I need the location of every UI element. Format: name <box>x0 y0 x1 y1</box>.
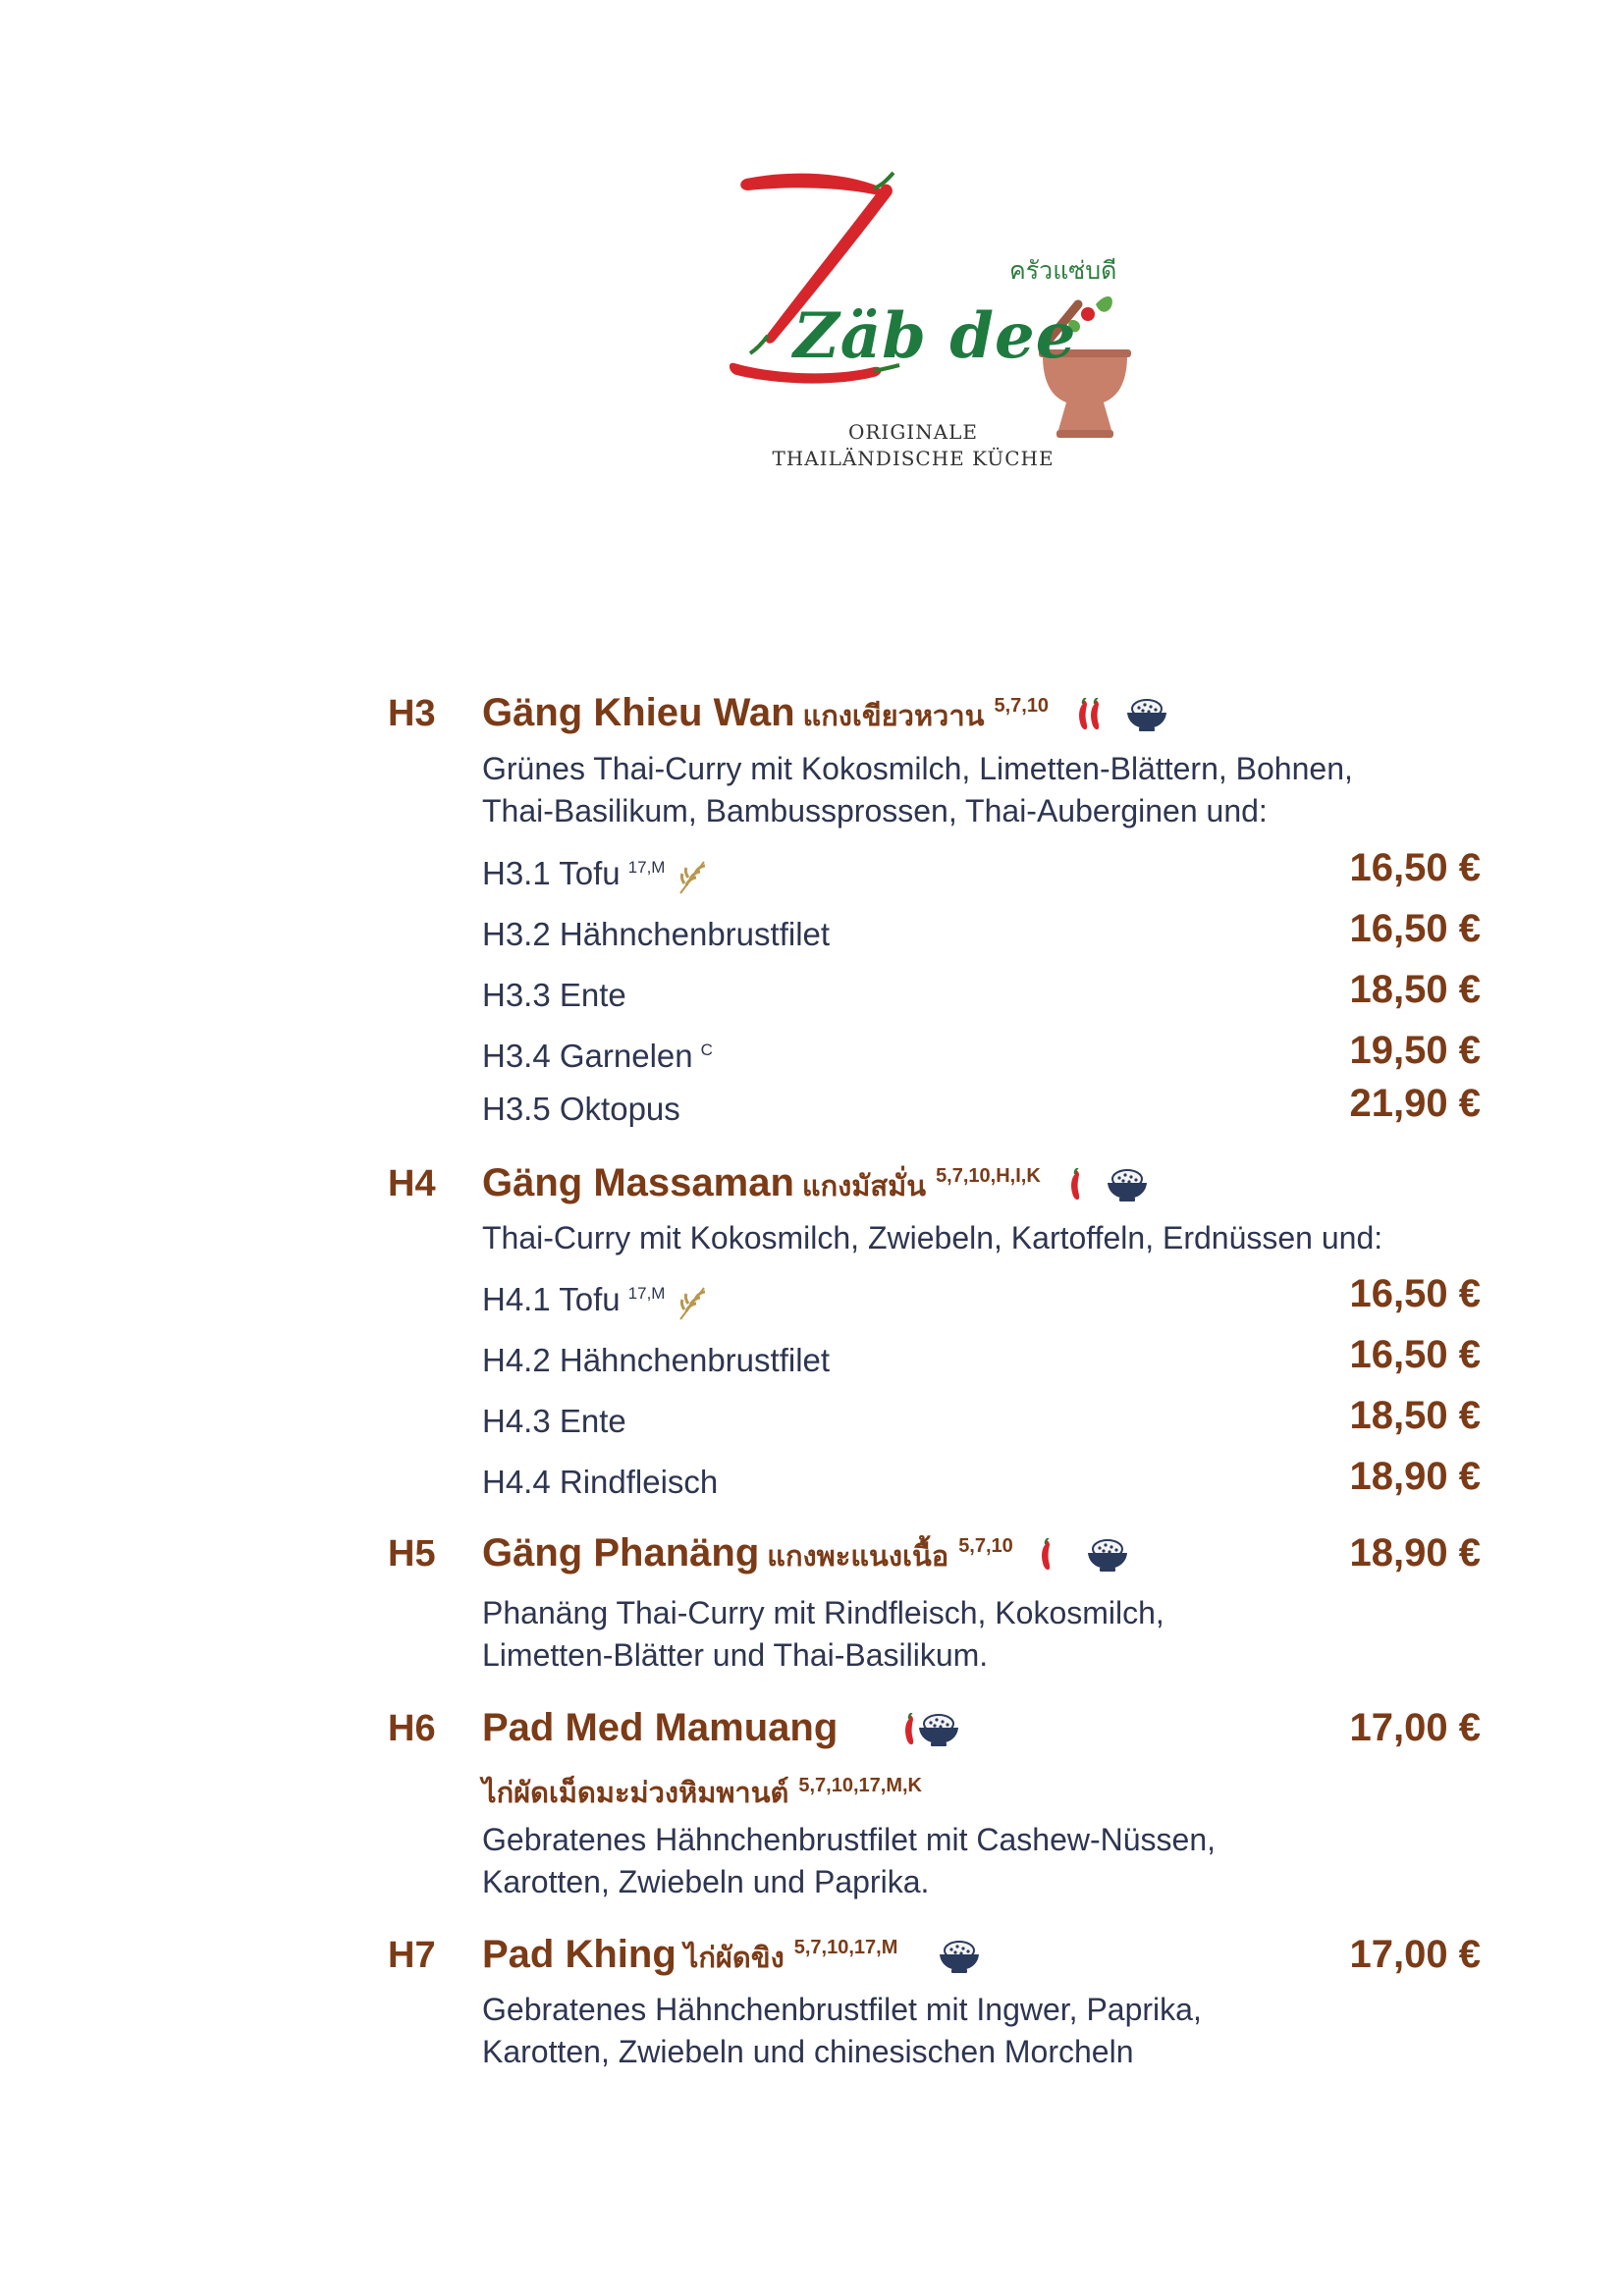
allergen-codes: 5,7,10,17,M,K <box>798 1775 922 1797</box>
dish-thai-name: ไก่ผัดเม็ดมะม่วงหิมพานต์ <box>482 1776 789 1809</box>
rice-bowl-icon <box>1125 697 1168 732</box>
dish-name: Gäng Khieu Wan <box>482 691 795 734</box>
menu-item <box>482 1038 713 1075</box>
dish-code: H3 <box>388 693 436 734</box>
item-price: 18,90 € <box>1349 1455 1481 1498</box>
dish-thai-name: แกงมัสมั่น <box>801 1169 927 1202</box>
dish-description <box>482 1217 1382 1259</box>
dish-name: Gäng Massaman <box>482 1161 794 1204</box>
item-price: 19,50 € <box>1349 1029 1481 1072</box>
wheat-icon <box>675 1282 714 1321</box>
dish-name: Pad Med Mamuang <box>482 1706 839 1749</box>
chili-icon <box>1089 698 1103 731</box>
allergen-codes: C <box>700 1041 713 1059</box>
item-price: 18,90 € <box>1349 1531 1481 1575</box>
item-price: 16,50 € <box>1349 846 1481 889</box>
item-price: 18,50 € <box>1349 1394 1481 1437</box>
dish-code: H6 <box>388 1708 436 1749</box>
chili-icon <box>1069 1168 1083 1201</box>
description-line: Grünes Thai-Curry mit Kokosmilch, Limetten-Blättern, Bohnen, <box>482 751 1353 786</box>
item-label: H3.2 Hähnchenbrustfilet <box>482 916 831 952</box>
brand-name: Zäb dee <box>793 299 1077 373</box>
description-line: Gebratenes Hähnchenbrustfilet mit Cashew-Nüssen, <box>482 1822 1217 1857</box>
allergen-codes: 17,M <box>627 1284 666 1303</box>
item-label: H3.5 Oktopus <box>482 1091 680 1127</box>
menu-item <box>482 1281 714 1321</box>
dish-code: H4 <box>388 1163 436 1204</box>
allergen-codes: 5,7,10 <box>994 694 1050 717</box>
menu-item <box>482 916 830 953</box>
brand-thai-name: ครัวแซ่บดี <box>1009 256 1117 285</box>
item-price: 16,50 € <box>1349 1333 1481 1376</box>
dish-title <box>482 1161 1149 1208</box>
chili-icon <box>1040 1538 1054 1572</box>
dish-code: H7 <box>388 1935 436 1976</box>
menu-item <box>482 1403 626 1440</box>
dish-name: Pad Khing <box>482 1933 677 1976</box>
dish-thai-name: แกงพะแนงเนื้อ <box>767 1539 949 1573</box>
description-line: Phanäng Thai-Curry mit Rindfleisch, Kokosmilch, <box>482 1595 1164 1630</box>
wheat-icon <box>675 856 714 895</box>
menu-item <box>482 1091 680 1128</box>
menu-item <box>482 977 626 1014</box>
item-label: H3.4 Garnelen <box>482 1038 693 1074</box>
menu-item <box>482 855 714 895</box>
menu-item <box>482 1464 718 1501</box>
description-line: Karotten, Zwiebeln und Paprika. <box>482 1864 930 1899</box>
description-line: Thai-Basilikum, Bambussprossen, Thai-Auberginen und: <box>482 793 1268 828</box>
item-price: 18,50 € <box>1349 968 1481 1011</box>
item-price: 21,90 € <box>1349 1082 1481 1125</box>
item-label: H3.3 Ente <box>482 977 626 1013</box>
item-label: H4.2 Hähnchenbrustfilet <box>482 1342 831 1378</box>
menu-item <box>482 1342 830 1379</box>
item-price: 17,00 € <box>1349 1933 1481 1976</box>
tagline-line-1: ORIGINALE <box>847 420 979 444</box>
item-price: 17,00 € <box>1349 1706 1481 1749</box>
tagline-line-2: THAILÄNDISCHE KÜCHE <box>772 447 1055 470</box>
dish-description <box>482 1989 1202 2073</box>
dish-thai-name: แกงเขียวหวาน <box>802 699 985 732</box>
item-label: H3.1 Tofu <box>482 855 621 891</box>
description-line: Thai-Curry mit Kokosmilch, Zwiebeln, Kartoffeln, Erdnüssen und: <box>482 1220 1383 1255</box>
dish-title <box>482 691 1168 738</box>
dish-title <box>482 1531 1129 1578</box>
allergen-codes: 17,M <box>627 858 666 877</box>
dish-name: Gäng Phanäng <box>482 1531 760 1575</box>
rice-bowl-icon <box>917 1712 960 1747</box>
description-line: Karotten, Zwiebeln und chinesischen Morcheln <box>482 2034 1134 2069</box>
dish-description <box>482 748 1353 832</box>
dish-title <box>482 1706 960 1750</box>
dish-thai-name: ไก่ผัดขิง <box>683 1941 785 1974</box>
allergen-codes: 5,7,10 <box>958 1534 1013 1557</box>
rice-bowl-icon <box>1106 1167 1149 1202</box>
item-price: 16,50 € <box>1349 907 1481 950</box>
item-label: H4.1 Tofu <box>482 1281 621 1317</box>
item-price: 16,50 € <box>1349 1272 1481 1315</box>
dish-thai-line <box>482 1770 922 1815</box>
description-line: Gebratenes Hähnchenbrustfilet mit Ingwer, Paprika, <box>482 1992 1202 2027</box>
item-label: H4.4 Rindfleisch <box>482 1464 719 1500</box>
dish-title <box>482 1933 981 1980</box>
allergen-codes: 5,7,10,17,M <box>793 1936 898 1958</box>
description-line: Limetten-Blätter und Thai-Basilikum. <box>482 1637 989 1673</box>
allergen-codes: 5,7,10,H,I,K <box>936 1164 1041 1187</box>
rice-bowl-icon <box>1086 1537 1129 1573</box>
dish-description <box>482 1592 1164 1677</box>
item-label: H4.3 Ente <box>482 1403 626 1439</box>
rice-bowl-icon <box>938 1939 981 1974</box>
dish-code: H5 <box>388 1533 436 1575</box>
chili-icon <box>903 1713 917 1746</box>
dish-description <box>482 1819 1216 1903</box>
